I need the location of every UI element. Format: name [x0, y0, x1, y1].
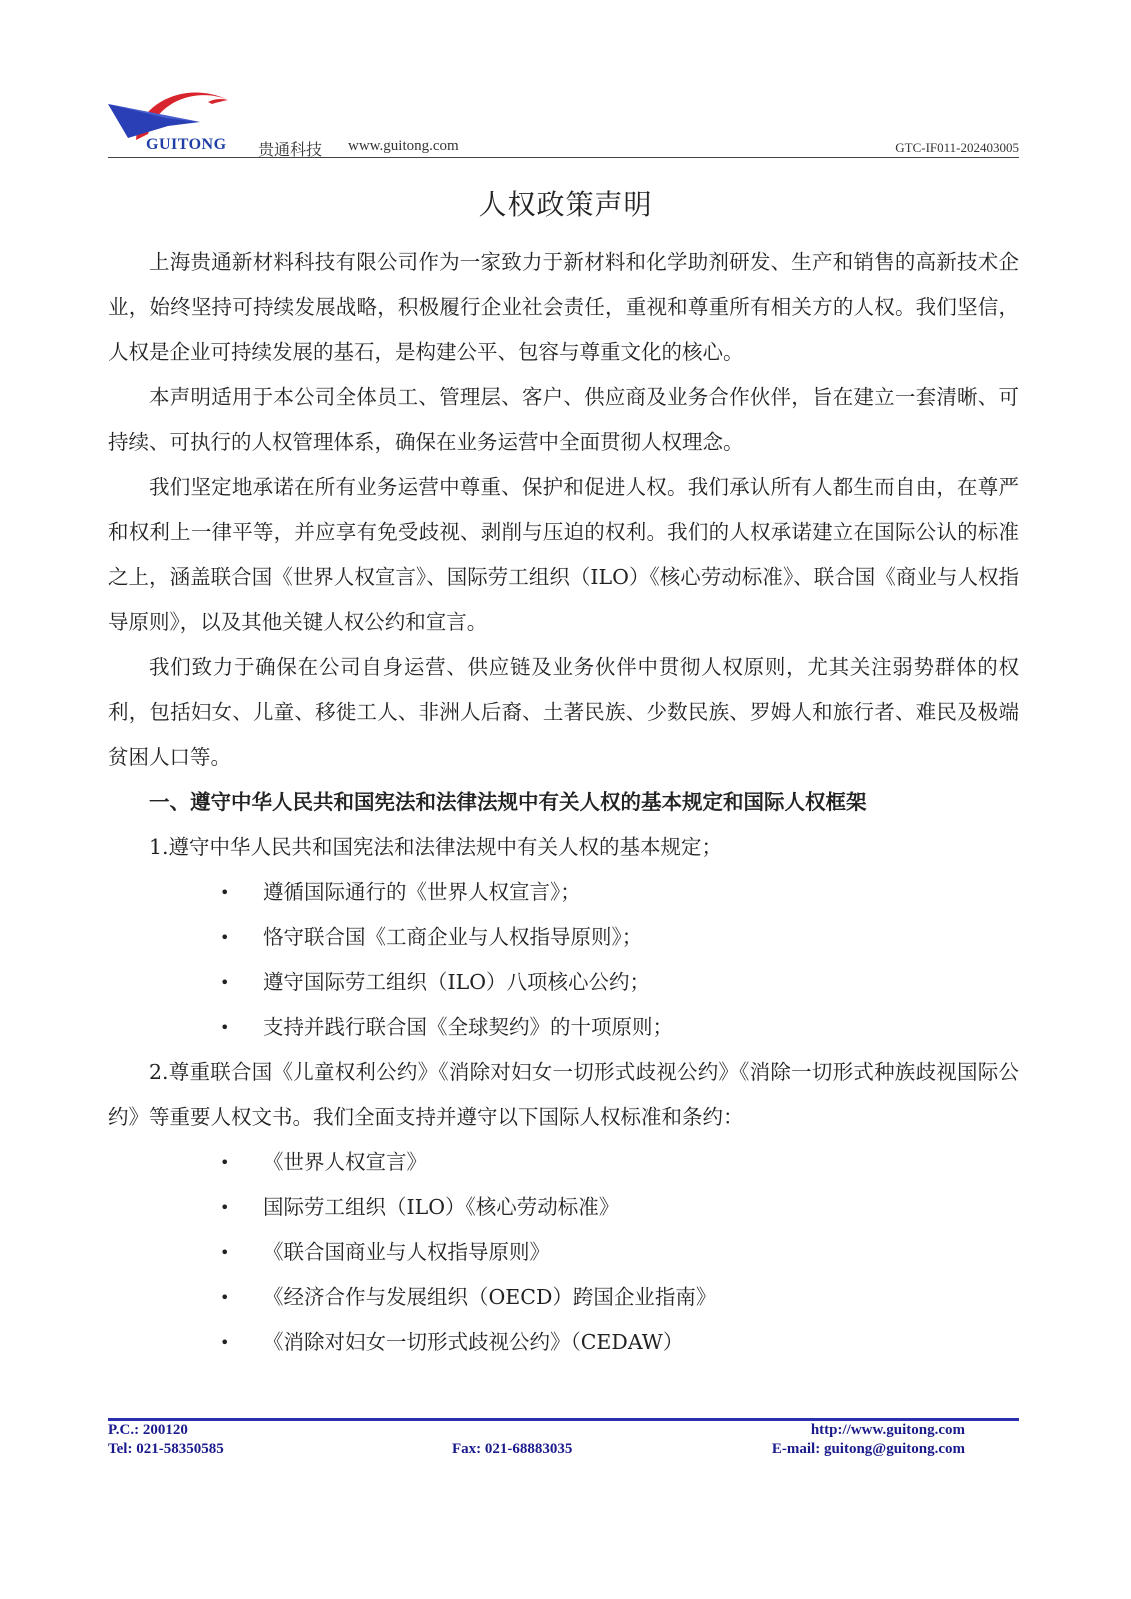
list-item: • 恪守联合国《工商企业与人权指导原则》； — [220, 925, 643, 949]
brand-name: GUITONG — [146, 136, 227, 153]
footer-fax: Fax: 021-68883035 — [452, 1441, 573, 1457]
document-number: GTC-IF011-202403005 — [895, 140, 1019, 155]
section-item-1: 1.遵守中华人民共和国宪法和法律法规中有关人权的基本规定； — [149, 835, 723, 859]
paragraph-intro: 上海贵通新材料科技有限公司作为一家致力于新材料和化学助剂研发、生产和销售的高新技术企业，始终坚持可持续发展战略，积极履行企业社会责任，重视和尊重所有相关方的人权。我们坚信，人权是企业可持续发展的基石，是构建公平、包容与尊重文化的核心。 — [108, 250, 1019, 364]
list-item: • 《世界人权宣言》 — [220, 1150, 427, 1174]
document-body — [108, 240, 1019, 1365]
header-website[interactable]: www.guitong.com — [348, 138, 459, 154]
page-title: 人权政策声明 — [478, 188, 653, 221]
section-item-2: 2.尊重联合国《儿童权利公约》《消除对妇女一切形式歧视公约》《消除一切形式种族歧视国际公约》等重要人权文书。我们全面支持并遵守以下国际人权标准和条约： — [108, 1060, 1019, 1129]
footer-email[interactable]: E-mail: guitong@guitong.com — [771, 1441, 965, 1457]
paragraph-scope: 本声明适用于本公司全体员工、管理层、客户、供应商及业务合作伙伴，旨在建立一套清晰、可持续、可执行的人权管理体系，确保在业务运营中全面贯彻人权理念。 — [108, 385, 1019, 454]
list-item: • 《联合国商业与人权指导原则》 — [220, 1240, 550, 1264]
footer-url[interactable]: http://www.guitong.com — [810, 1422, 965, 1438]
header-divider — [108, 157, 1019, 158]
list-item: • 遵守国际劳工组织（ILO）八项核心公约； — [220, 970, 651, 994]
footer-postcode: P.C.: 200120 — [108, 1422, 188, 1438]
section-heading: 一、遵守中华人民共和国宪法和法律法规中有关人权的基本规定和国际人权框架 — [149, 790, 867, 814]
list-item: • 支持并践行联合国《全球契约》的十项原则； — [220, 1015, 673, 1039]
paragraph-commitment: 我们坚定地承诺在所有业务运营中尊重、保护和促进人权。我们承认所有人都生而自由，在尊严和权利上一律平等，并应享有免受歧视、剥削与压迫的权利。我们的人权承诺建立在国际公认的标准之上，涵盖联合国《世界人权宣言》、国际劳工组织（ILO）《核心劳动标准》、联合国《商业与人权指导原则》，以及其他关键人权公约和宣言。 — [108, 475, 1019, 634]
brand-name-cn: 贵通科技 — [258, 140, 323, 159]
paragraph-vulnerable-groups: 我们致力于确保在公司自身运营、供应链及业务伙伴中贯彻人权原则，尤其关注弱势群体的权利，包括妇女、儿童、移徙工人、非洲人后裔、土著民族、少数民族、罗姆人和旅行者、难民及极端贫困人口等。 — [108, 655, 1019, 769]
footer-divider — [108, 1418, 1019, 1421]
bullet-list-2 — [108, 1140, 1019, 1365]
footer-tel: Tel: 021-58350585 — [108, 1441, 224, 1457]
list-item: • 《经济合作与发展组织（OECD）跨国企业指南》 — [220, 1285, 717, 1309]
list-item: • 国际劳工组织（ILO）《核心劳动标准》 — [220, 1195, 620, 1219]
list-item: • 遵循国际通行的《世界人权宣言》； — [220, 880, 581, 904]
list-item: • 《消除对妇女一切形式歧视公约》（CEDAW） — [220, 1330, 684, 1354]
bullet-list-1 — [108, 870, 1019, 1050]
